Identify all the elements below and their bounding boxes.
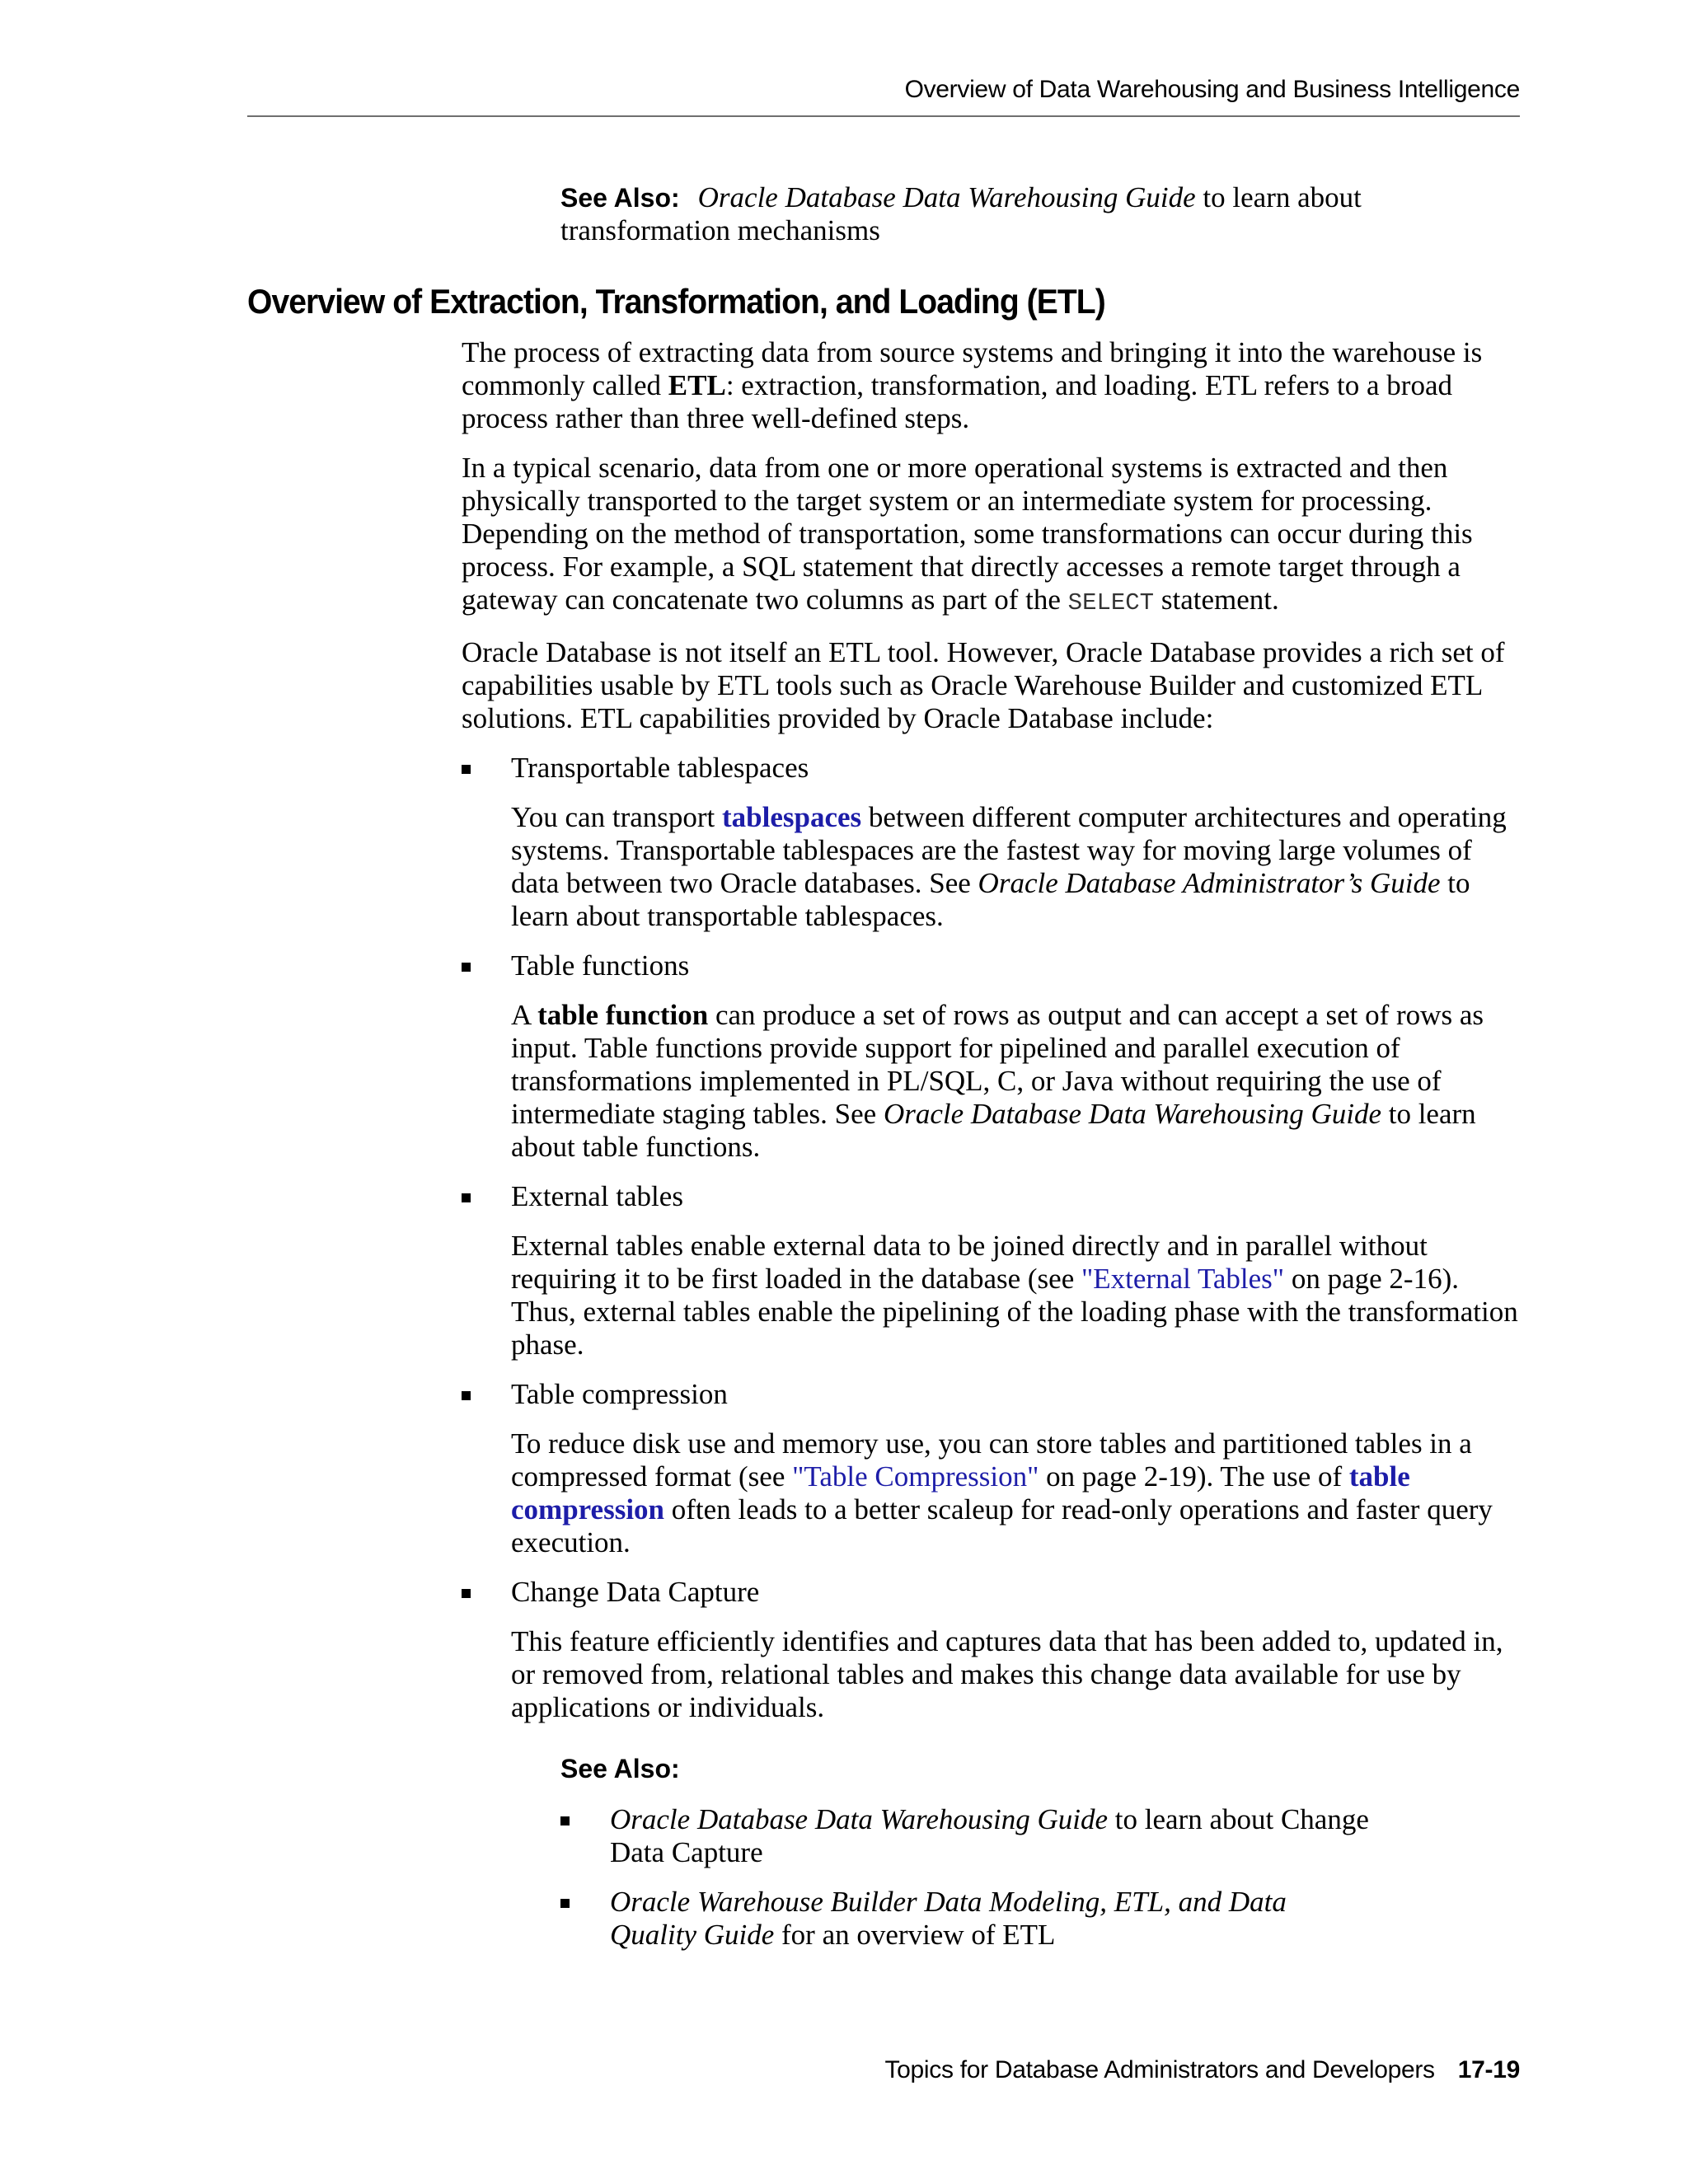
cross-reference-link-external-tables[interactable]: "External Tables"	[1081, 1263, 1285, 1295]
ref-text	[610, 1886, 1376, 1952]
list-item-description	[511, 1427, 1525, 1559]
list-item-description: This feature efficiently identifies and captures data that has been added to, updated in, or removed from, relational tables and makes this change data available for use by applications or individuals.	[511, 1625, 1503, 1723]
reference-title[interactable]: Oracle Database Administrator’s Guide	[978, 867, 1441, 899]
list-item-label: Transportable tablespaces	[511, 752, 809, 784]
text-run: A	[511, 999, 538, 1031]
text-run: To reduce disk use and memory use, you can store tables and partitioned tables in a compressed format (see	[511, 1427, 1472, 1493]
text-run: : extraction, transformation, and loading. ETL refers to a broad process rather than three well-defined steps.	[462, 369, 1452, 434]
see-also-note-bottom	[462, 1752, 1525, 1952]
list-item-heading	[511, 1576, 1525, 1609]
list-item-heading	[511, 949, 1525, 982]
reference-description: to learn about transformation mechanisms	[560, 181, 1362, 246]
running-header: Overview of Data Warehousing and Business Intelligence	[904, 76, 1520, 103]
header-rule	[247, 115, 1520, 117]
text-run: In a typical scenario, data from one or more operational systems is extracted and then physically transported to the target system or an intermediate system for processing. Depending on the method of transportation, some transformations can occur during this process. For example, a SQL statement that directly accesses a remote target through a gateway can concatenate two columns as part of the	[462, 452, 1473, 616]
cross-reference-link-table-compression[interactable]: "Table Compression"	[792, 1460, 1039, 1493]
reference-title[interactable]: Oracle Database Data Warehousing Guide	[610, 1803, 1109, 1835]
text-run: can produce a set of rows as output and can accept a set of rows as input. Table functions provide support for pipelined and parallel execution of transformations implemented in PL/SQL, C, or Java without requiring the use of intermediate staging tables. See	[511, 999, 1484, 1130]
square-bullet-icon	[560, 1899, 570, 1908]
text-run: often leads to a better scaleup for read-only operations and faster query execution.	[511, 1493, 1493, 1558]
paragraph-etl-capabilities: Oracle Database is not itself an ETL tool. However, Oracle Database provides a rich set of capabilities usable by ETL tools such as Oracle Warehouse Builder and customized ETL solutions. ETL capabilities provided by Oracle Database include:	[462, 636, 1505, 734]
reference-description: for an overview of ETL	[774, 1919, 1056, 1951]
text-run: You can transport	[511, 801, 723, 833]
see-also-ref-item	[560, 1886, 1376, 1952]
see-also-label: See Also:	[560, 1754, 680, 1783]
see-also-ref-item	[560, 1803, 1376, 1869]
text-run: on page 2-16). Thus, external tables enable the pipelining of the loading phase with the transformation phase.	[511, 1263, 1518, 1361]
text-run: The process of extracting data from source systems and bringing it into the warehouse is commonly called	[462, 336, 1483, 401]
see-also-label: See Also:	[560, 183, 680, 213]
text-run: on page 2-19). The use of	[1039, 1460, 1349, 1493]
section-title: Overview of Extraction, Transformation, and Loading (ETL)	[247, 282, 1105, 321]
text-run: External tables enable external data to be joined directly and in parallel without requiring it to be first loaded in the database (see	[511, 1230, 1428, 1295]
page-footer	[247, 2056, 1520, 2084]
square-bullet-icon	[462, 1193, 471, 1202]
see-also-note-top	[560, 181, 1467, 247]
square-bullet-icon	[462, 1589, 471, 1598]
list-item-table-functions	[462, 949, 1525, 1164]
glossary-term-table-function: table function	[537, 999, 709, 1031]
square-bullet-icon	[560, 1816, 570, 1825]
list-item-label: External tables	[511, 1180, 683, 1212]
list-item-label: Table functions	[511, 949, 690, 982]
text-run: between different computer architectures and operating systems. Transportable tablespaces are the fastest way for moving large volumes of data between two Oracle databases. See	[511, 801, 1507, 899]
list-item-heading	[511, 752, 1525, 785]
reference-title[interactable]: Oracle Warehouse Builder Data Modeling, ETL, and Data Quality Guide	[610, 1886, 1287, 1951]
page-number: 17-19	[1457, 2056, 1520, 2083]
list-item-description	[511, 801, 1525, 933]
text-run: to learn about table functions.	[511, 1098, 1476, 1163]
list-item-change-data-capture	[462, 1576, 1525, 1724]
square-bullet-icon	[462, 963, 471, 972]
text-run: statement.	[1154, 583, 1279, 616]
list-item-transportable-tablespaces	[462, 752, 1525, 933]
text-run: to learn about transportable tablespaces.	[511, 867, 1470, 932]
reference-title[interactable]: Oracle Database Data Warehousing Guide	[697, 181, 1196, 213]
list-item-label: Change Data Capture	[511, 1576, 760, 1608]
list-item-label: Table compression	[511, 1378, 728, 1410]
paragraph-typical-scenario	[462, 452, 1525, 620]
list-item-description	[511, 1230, 1525, 1361]
reference-title[interactable]: Oracle Database Data Warehousing Guide	[883, 1098, 1381, 1130]
glossary-link-tablespaces[interactable]: tablespaces	[722, 801, 862, 833]
paragraph-etl-definition	[462, 336, 1525, 435]
code-select: SELECT	[1067, 589, 1155, 616]
list-item-table-compression	[462, 1378, 1525, 1559]
glossary-term-etl: ETL	[668, 369, 726, 401]
ref-text	[610, 1803, 1376, 1869]
list-item-description	[511, 999, 1525, 1164]
list-item-heading	[511, 1180, 1525, 1213]
list-item-external-tables	[462, 1180, 1525, 1361]
square-bullet-icon	[462, 1391, 471, 1400]
footer-book-title: Topics for Database Administrators and Developers	[884, 2056, 1435, 2083]
reference-description: to learn about Change Data Capture	[610, 1803, 1369, 1868]
section-body	[462, 336, 1525, 1968]
glossary-link-table-compression[interactable]: table compression	[511, 1460, 1410, 1526]
list-item-heading	[511, 1378, 1525, 1411]
square-bullet-icon	[462, 765, 471, 774]
